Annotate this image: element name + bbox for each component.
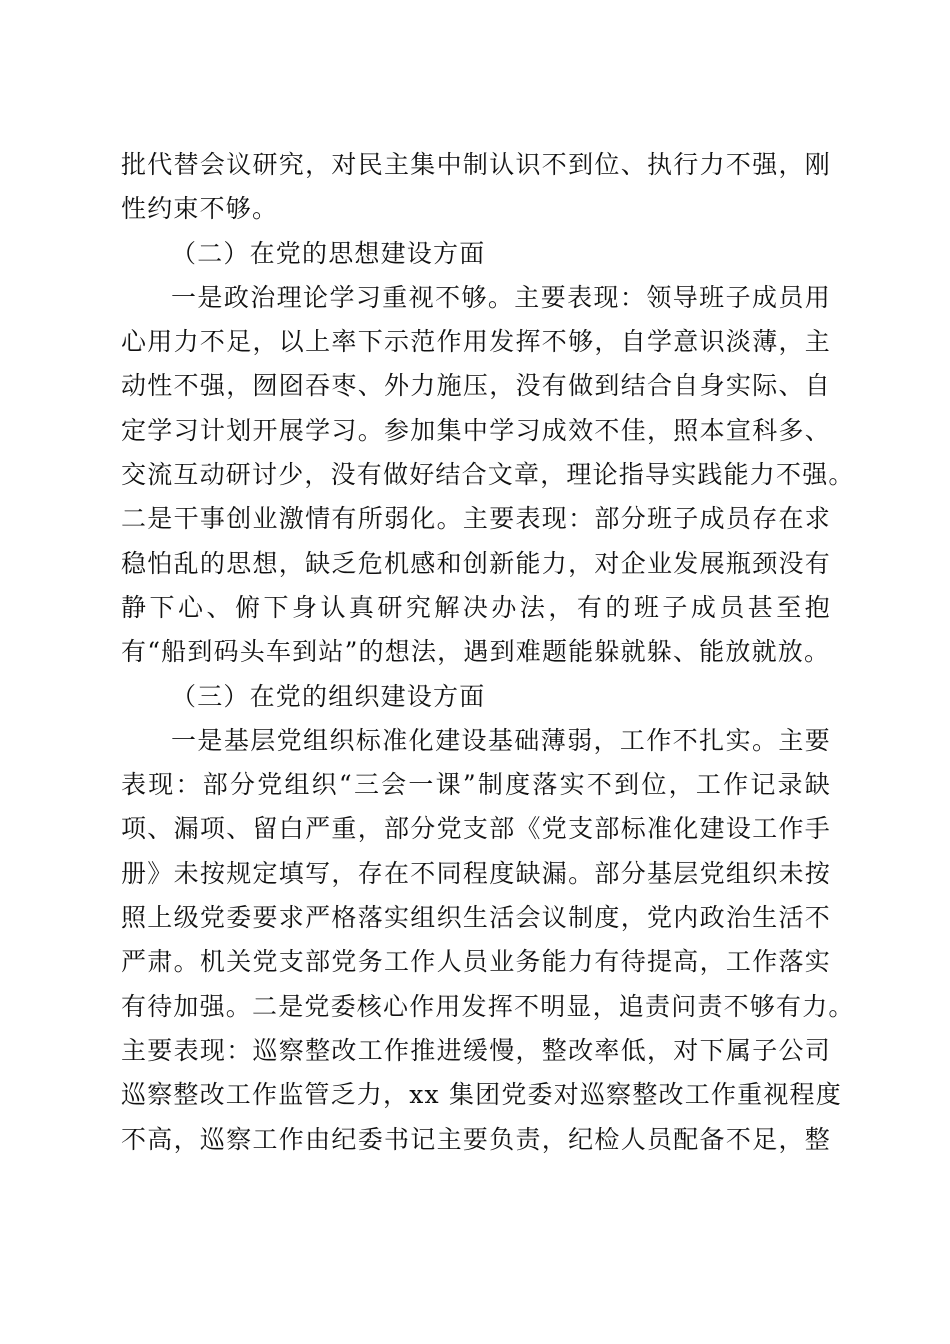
text-line: 项、漏项、留白严重，部分党支部《党支部标准化建设工作手 <box>121 814 831 844</box>
text-line: 不高，巡察工作由纪委书记主要负责，纪检人员配备不足，整 <box>121 1124 831 1154</box>
text-line: 静下心、俯下身认真研究解决办法，有的班子成员甚至抱 <box>121 592 831 622</box>
section-heading-ideology: （二）在党的思想建设方面 <box>171 238 486 268</box>
paragraph-ideology <box>121 276 855 675</box>
text-line: 稳怕乱的思想，缺乏危机感和创新能力，对企业发展瓶颈没有 <box>121 548 831 578</box>
text-line: 主要表现：巡察整改工作推进缓慢，整改率低，对下属子公司 <box>121 1035 831 1065</box>
document-body <box>121 143 855 1162</box>
text-line: 册》未按规定填写，存在不同程度缺漏。部分基层党组织未按 <box>121 858 831 888</box>
text-line: 严肃。机关党支部党务工作人员业务能力有待提高，工作落实 <box>121 947 831 977</box>
text-line: 二是干事创业激情有所弱化。主要表现：部分班子成员存在求 <box>121 504 831 534</box>
text-line: 性约束不够。 <box>121 194 279 224</box>
text-line: 一是政治理论学习重视不够。主要表现：领导班子成员用 <box>171 282 831 312</box>
text-line: 照上级党委要求严格落实组织生活会议制度，党内政治生活不 <box>121 903 831 933</box>
text-line: 有“船到码头车到站”的想法，遇到难题能躲就躲、能放就放。 <box>121 637 831 667</box>
text-line: 有待加强。二是党委核心作用发挥不明显，追责问责不够有力。 <box>121 991 855 1021</box>
text-line: 交流互动研讨少，没有做好结合文章，理论指导实践能力不强。 <box>121 460 855 490</box>
text-line: 批代替会议研究，对民主集中制认识不到位、执行力不强，刚 <box>121 150 831 179</box>
text-line: 定学习计划开展学习。参加集中学习成效不佳，照本宣科多、 <box>121 415 831 445</box>
text-line: 巡察整改工作监管乏力，xx 集团党委对巡察整改工作重视程度 <box>121 1080 842 1110</box>
text-line: 表现：部分党组织“三会一课”制度落实不到位，工作记录缺 <box>121 770 831 800</box>
paragraph-organization <box>121 719 855 1162</box>
section-heading-organization: （三）在党的组织建设方面 <box>171 681 486 711</box>
text-line: 心用力不足，以上率下示范作用发挥不够，自学意识淡薄，主 <box>121 327 831 357</box>
text-line: 动性不强，囫囵吞枣、外力施压，没有做到结合自身实际、自 <box>121 371 831 401</box>
text-line: 一是基层党组织标准化建设基础薄弱，工作不扎实。主要 <box>171 725 831 755</box>
paragraph-continuation <box>121 143 831 232</box>
